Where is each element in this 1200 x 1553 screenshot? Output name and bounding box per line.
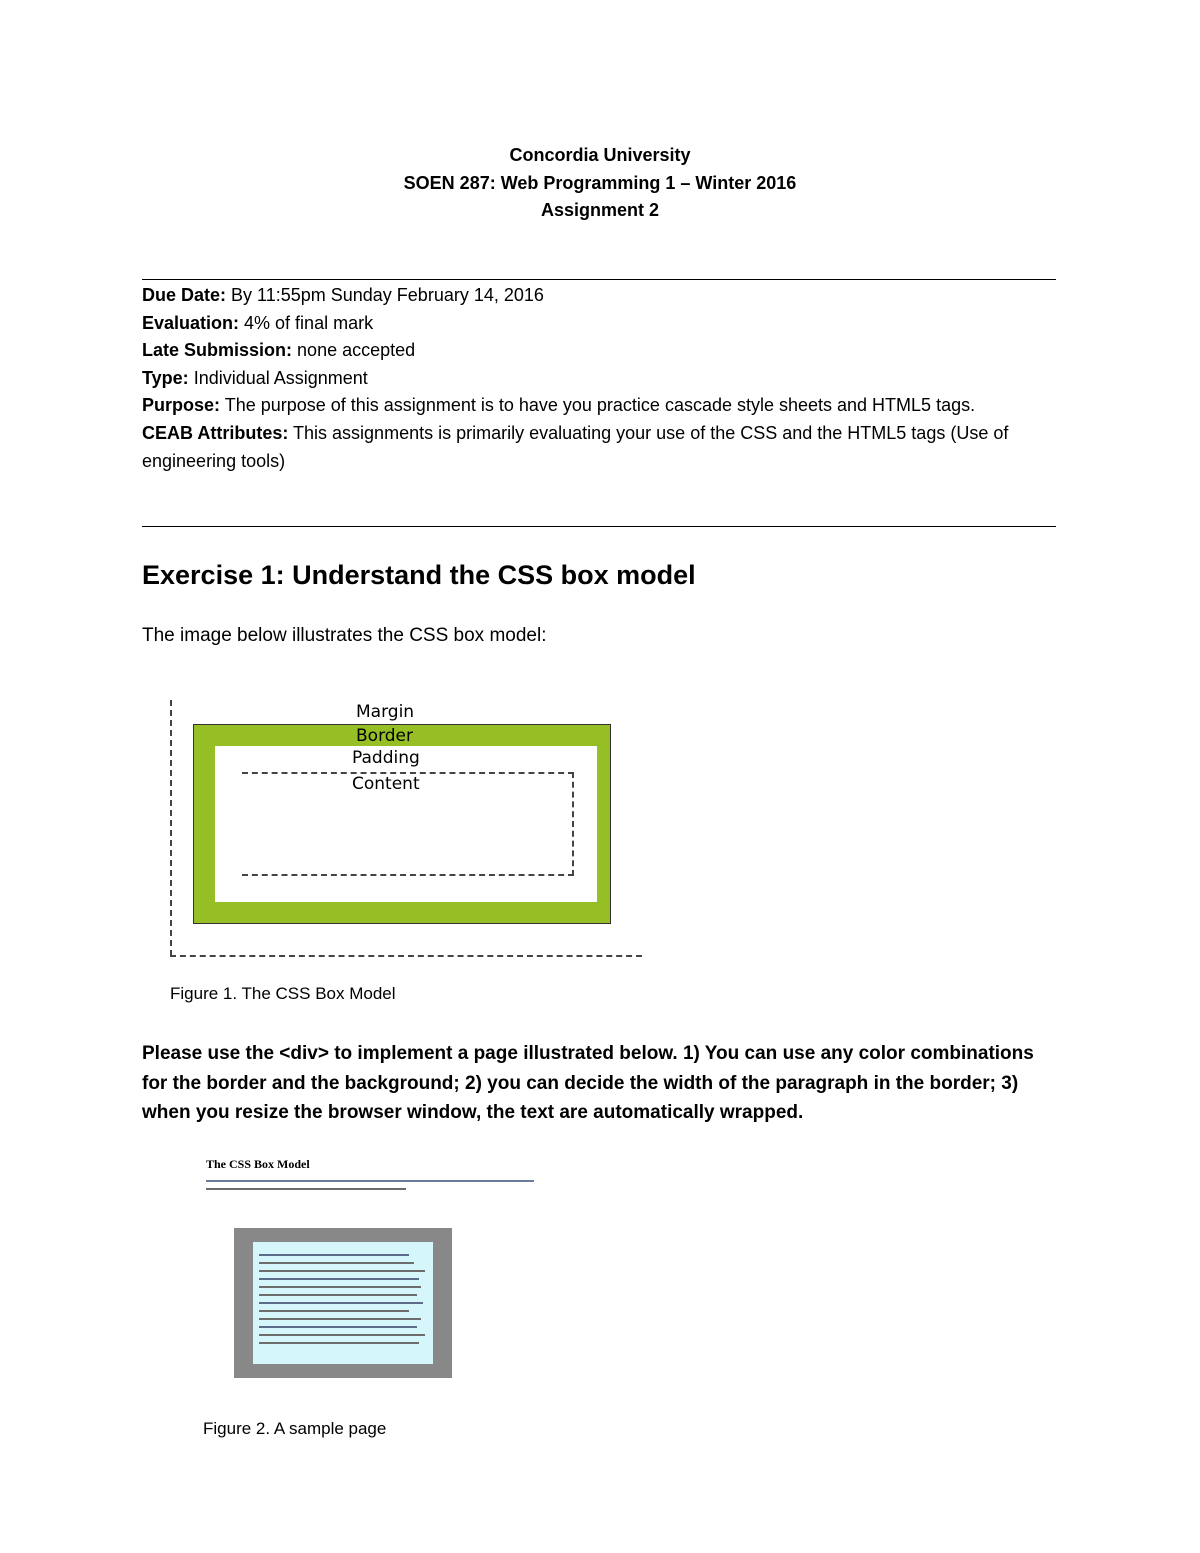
sample-text-line (259, 1262, 414, 1264)
sample-text-line (259, 1294, 417, 1296)
sample-text-line (259, 1302, 423, 1304)
late-submission-line: Late Submission: none accepted (142, 340, 416, 361)
sample-text-line (259, 1286, 421, 1288)
sample-text-line (259, 1342, 419, 1344)
sample-page-paragraph (253, 1242, 433, 1364)
sample-text-line (259, 1334, 425, 1336)
figure1-caption: Figure 1. The CSS Box Model (170, 984, 396, 1003)
sample-text-line (259, 1310, 409, 1312)
padding-label: Padding (352, 748, 420, 768)
sample-page-bordered-box (234, 1228, 452, 1378)
sample-text-line (259, 1278, 419, 1280)
exercise-instructions: Please use the <div> to implement a page illustrated below. 1) You can use any color combinations for the border and the background; 2) you can decide the width of the paragraph in the border; 3) when you resize the browser window, the text are automatically wrapped. (142, 1043, 1034, 1123)
assignment-metadata (142, 282, 1056, 475)
document-assignment: Assignment 2 (540, 200, 660, 220)
sample-page-title: The CSS Box Model (206, 1157, 310, 1171)
due-date-line: Due Date: By 11:55pm Sunday February 14, 2016 (142, 285, 544, 305)
sample-page-intro-text (206, 1180, 536, 1190)
top-divider (142, 279, 1056, 280)
sample-text-line (206, 1188, 406, 1190)
sample-text-line (259, 1270, 425, 1272)
exercise-intro: The image below illustrates the CSS box model: (142, 625, 547, 646)
exercise-heading: Exercise 1: Understand the CSS box model (142, 560, 696, 590)
sample-text-line (259, 1254, 409, 1256)
sample-text-line (206, 1180, 534, 1182)
bottom-divider (142, 526, 1056, 527)
sample-text-line (259, 1326, 417, 1328)
margin-left-edge (170, 700, 172, 956)
document-course: SOEN 287: Web Programming 1 – Winter 2016 (403, 173, 797, 193)
content-label: Content (352, 774, 420, 794)
ceab-line: CEAB Attributes: This assignments is primarily evaluating your use of the CSS and the HTML5 tags (Use of engineering tools) (142, 422, 1009, 471)
figure2-caption: Figure 2. A sample page (203, 1419, 387, 1438)
purpose-line: Purpose: The purpose of this assignment is to have you practice cascade style sheets and HTML5 tags. (142, 395, 976, 416)
margin-label: Margin (356, 702, 415, 722)
type-line: Type: Individual Assignment (142, 367, 368, 388)
margin-bottom-edge (170, 955, 642, 957)
sample-paragraph-lines (259, 1254, 427, 1350)
document-university: Concordia University (509, 145, 691, 165)
evaluation-line: Evaluation: 4% of final mark (142, 312, 374, 333)
border-label: Border (356, 726, 413, 746)
sample-text-line (259, 1318, 421, 1320)
box-model-diagram (170, 700, 645, 960)
